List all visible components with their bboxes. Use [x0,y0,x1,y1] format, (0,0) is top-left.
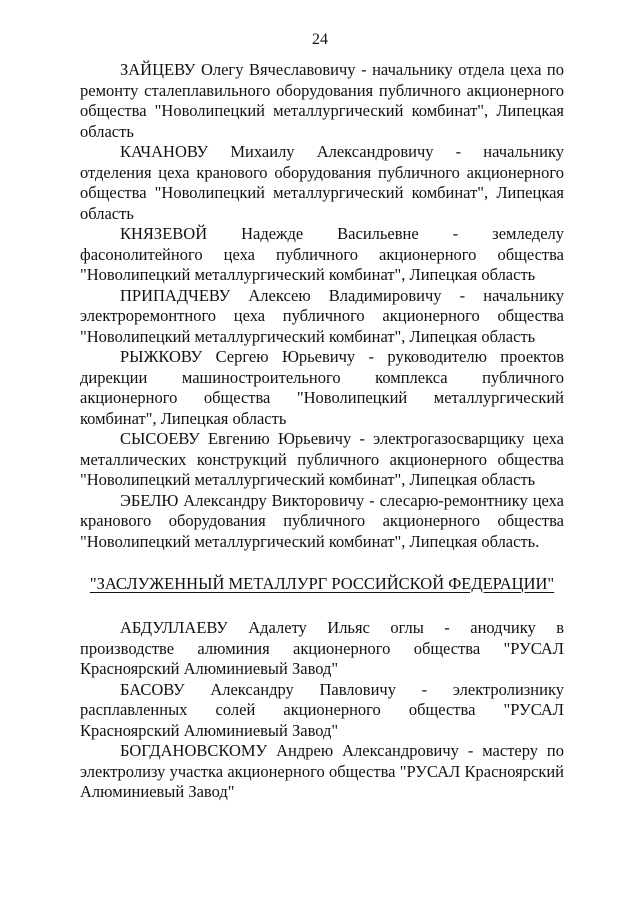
page-number: 24 [312,31,328,48]
award-entry: БАСОВУ Александру Павловичу - электролизнику расплавленных солей акционерного общества "РУСАЛ Красноярский Алюминиевый Завод" [80,679,564,740]
award-entry: РЫЖКОВУ Сергею Юрьевичу - руководителю проектов дирекции машиностроительного комплекса публичного акционерного общества "Новолипецкий металлургический комбинат", Липецкая область [80,347,564,428]
award-entry: КАЧАНОВУ Михаилу Александровичу - начальнику отделения цеха кранового оборудования публичного акционерного общества "Новолипецкий металлургический комбинат", Липецкая область [80,142,564,223]
award-entry: СЫСОЕВУ Евгению Юрьевичу - электрогазосварщику цеха металлических конструкций публичного акционерного общества "Новолипецкий металлургический комбинат", Липецкая область [80,429,564,489]
award-entry: КНЯЗЕВОЙ Надежде Васильевне - земледелу фасонолитейного цеха публичного акционерного общества "Новолипецкий металлургический комбинат", Липецкая область [80,224,564,284]
award-entry: ЗАЙЦЕВУ Олегу Вячеславовичу - начальнику отдела цеха по ремонту сталеплавильного оборудования публичного акционерного общества "Новолипецкий металлургический комбинат", Липецкая область [80,60,564,141]
document-body [80,60,564,803]
award-entry: БОГДАНОВСКОМУ Андрею Александровичу - мастеру по электролизу участка акционерного общества "РУСАЛ Красноярский Алюминиевый Завод" [80,741,564,801]
award-entry: ЭБЕЛЮ Александру Викторовичу - слесарю-ремонтнику цеха кранового оборудования публичного акционерного общества "Новолипецкий металлургический комбинат", Липецкая область. [80,490,564,551]
section-title: "ЗАСЛУЖЕННЫЙ МЕТАЛЛУРГ РОССИЙСКОЙ ФЕДЕРАЦИИ" [89,574,555,593]
section-heading [80,574,564,594]
award-entry: АБДУЛЛАЕВУ Адалету Ильяс оглы - анодчику в производстве алюминия акционерного общества "РУСАЛ Красноярский Алюминиевый Завод" [80,618,564,678]
award-entry: ПРИПАДЧЕВУ Алексею Владимировичу - начальнику электроремонтного цеха публичного акционерного общества "Новолипецкий металлургический комбинат", Липецкая область [80,285,564,346]
